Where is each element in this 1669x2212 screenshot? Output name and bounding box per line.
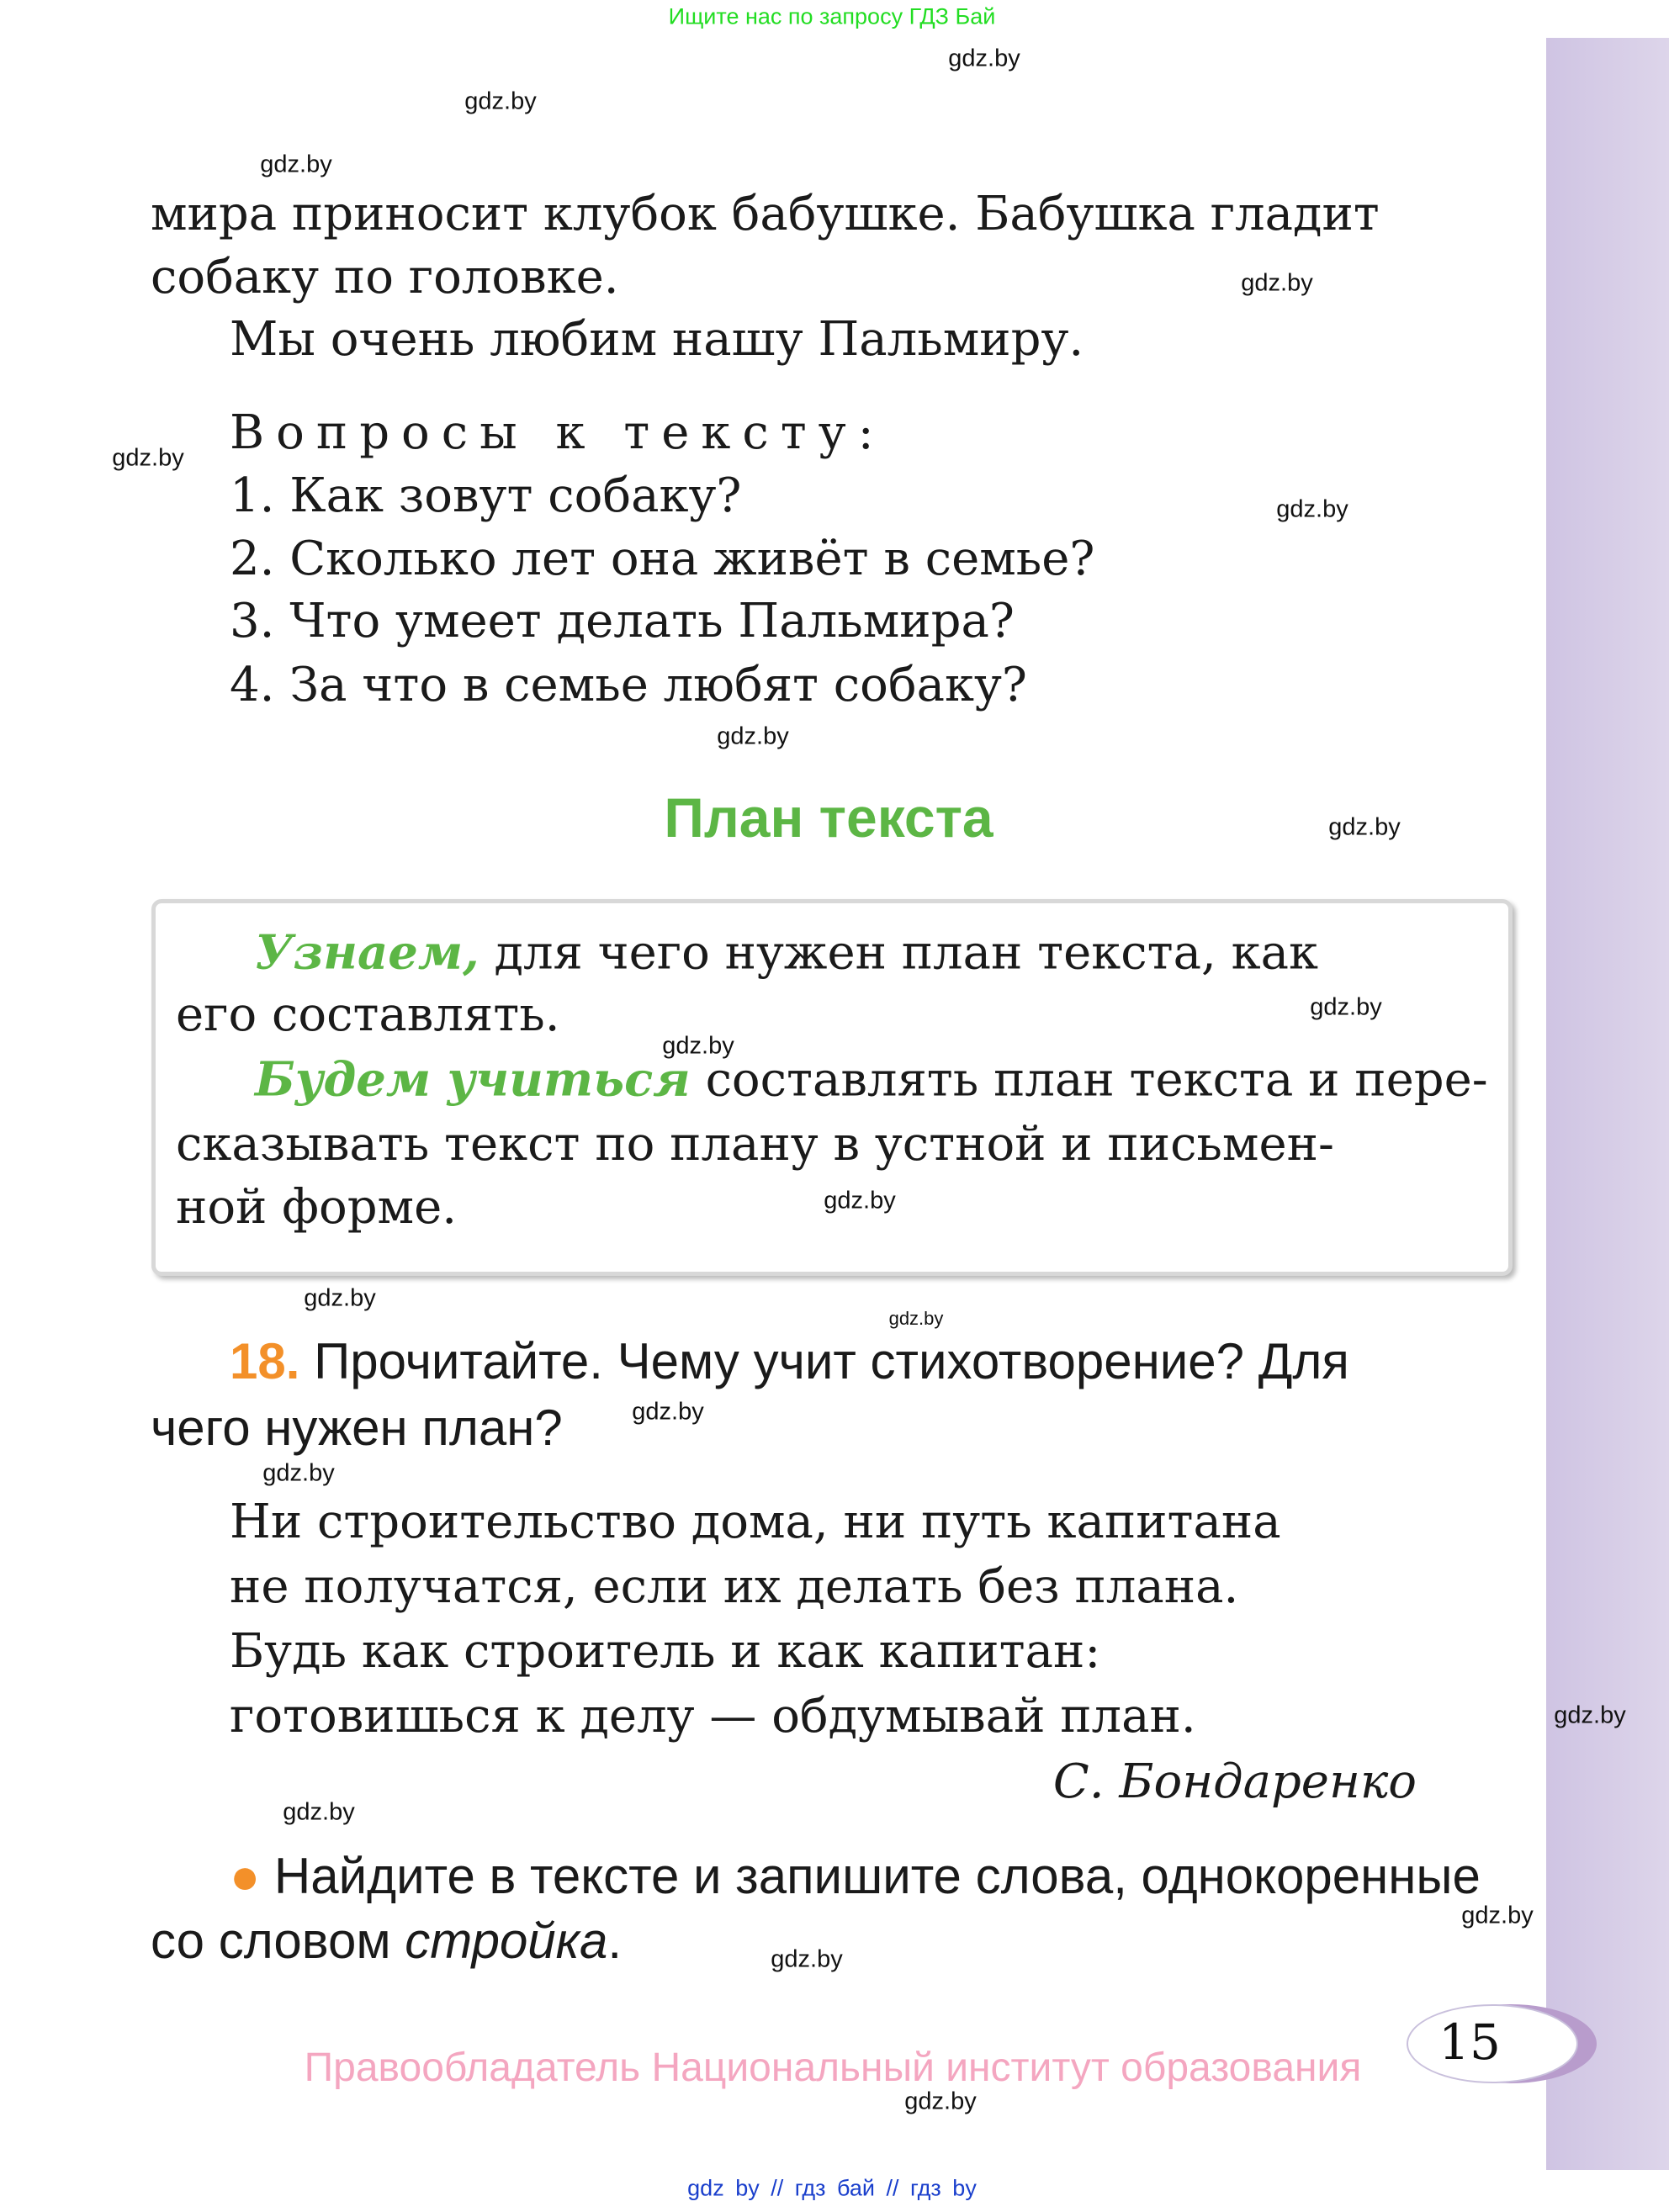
goal-line: ной форме. [176,1180,458,1235]
watermark: gdz.by [1276,495,1348,523]
separator: // [886,2175,899,2201]
goal-keyword: Будем учиться [255,1051,691,1108]
watermark: gdz.by [283,1798,355,1826]
goal-text: составлять план текста и пере- [690,1052,1488,1108]
watermark: gdz.by [1461,1902,1534,1929]
goal-line [255,1051,1488,1108]
watermark: gdz.by [771,1945,843,1973]
goal-keyword: Узнаем, [255,924,480,981]
story-line: собаку по головке. [151,250,619,304]
watermark: gdz.by [888,1308,944,1329]
poem-line: Будь как строитель и как капитан: [230,1624,1101,1679]
poem-line: Ни строительство дома, ни путь капитана [230,1495,1281,1549]
task-text: со словом [151,1913,405,1969]
watermark: gdz.by [662,1032,734,1060]
goal-line: сказывать текст по плану в устной и письмен- [176,1117,1334,1172]
task-text: Найдите в тексте и запишите слова, однокоренные [273,1848,1481,1904]
watermark: gdz.by [260,151,332,178]
page-number: 15 [1439,2014,1501,2071]
footer-link[interactable]: гдз by [910,2175,977,2201]
poem-author: С. Бондаренко [1052,1754,1417,1809]
task-text: . [607,1913,623,1969]
watermark: gdz.by [1241,269,1313,297]
section-title: План текста [664,786,993,849]
watermark: gdz.by [304,1284,376,1312]
story-line: мира приносит клубок бабушке. Бабушка гладит [151,187,1380,241]
watermark: gdz.by [717,722,789,750]
watermark: gdz.by [112,444,184,472]
task-line [151,1913,623,1969]
search-banner: Ищите нас по запросу ГДЗ Бай [668,3,996,29]
exercise-prompt [230,1333,1349,1389]
separator: // [771,2175,784,2201]
copyright-notice: Правообладатель Национальный институт образования [304,2045,1362,2090]
footer-link[interactable]: гдз бай [794,2175,875,2201]
watermark: gdz.by [1554,1701,1626,1729]
story-line: Мы очень любим нашу Пальмиру. [230,312,1084,367]
goal-text: для чего нужен план текста, как [479,925,1318,981]
poem-line: готовишься к делу — обдумывай план. [230,1689,1196,1744]
watermark: gdz.by [1310,993,1382,1021]
task-line [230,1848,1481,1904]
footer-link[interactable]: gdz by [687,2175,760,2201]
watermark: gdz.by [262,1459,335,1487]
watermark: gdz.by [1328,813,1401,841]
watermark: gdz.by [904,2088,977,2115]
task-keyword: стройка [405,1913,608,1969]
question-item: 1. Как зовут собаку? [230,468,742,523]
watermark: gdz.by [948,45,1020,72]
question-item: 2. Сколько лет она живёт в семье? [230,532,1095,586]
bullet-icon: ● [230,1848,274,1904]
exercise-prompt-line: чего нужен план? [151,1400,563,1456]
watermark: gdz.by [632,1398,704,1426]
watermark: gdz.by [824,1187,896,1214]
footer-links [687,2175,977,2201]
question-item: 3. Что умеет делать Пальмира? [230,594,1015,648]
decorative-alphabet-sidebar [1546,38,1669,2170]
exercise-text: Прочитайте. Чему учит стихотворение? Для [299,1333,1349,1389]
question-item: 4. За что в семье любят собаку? [230,658,1027,712]
exercise-number: 18. [230,1333,300,1389]
poem-line: не получатся, если их делать без плана. [230,1559,1239,1614]
goal-line: его составлять. [176,987,560,1042]
questions-title: Вопросы к тексту: [230,405,886,460]
watermark: gdz.by [464,87,537,115]
goal-line [255,924,1318,981]
